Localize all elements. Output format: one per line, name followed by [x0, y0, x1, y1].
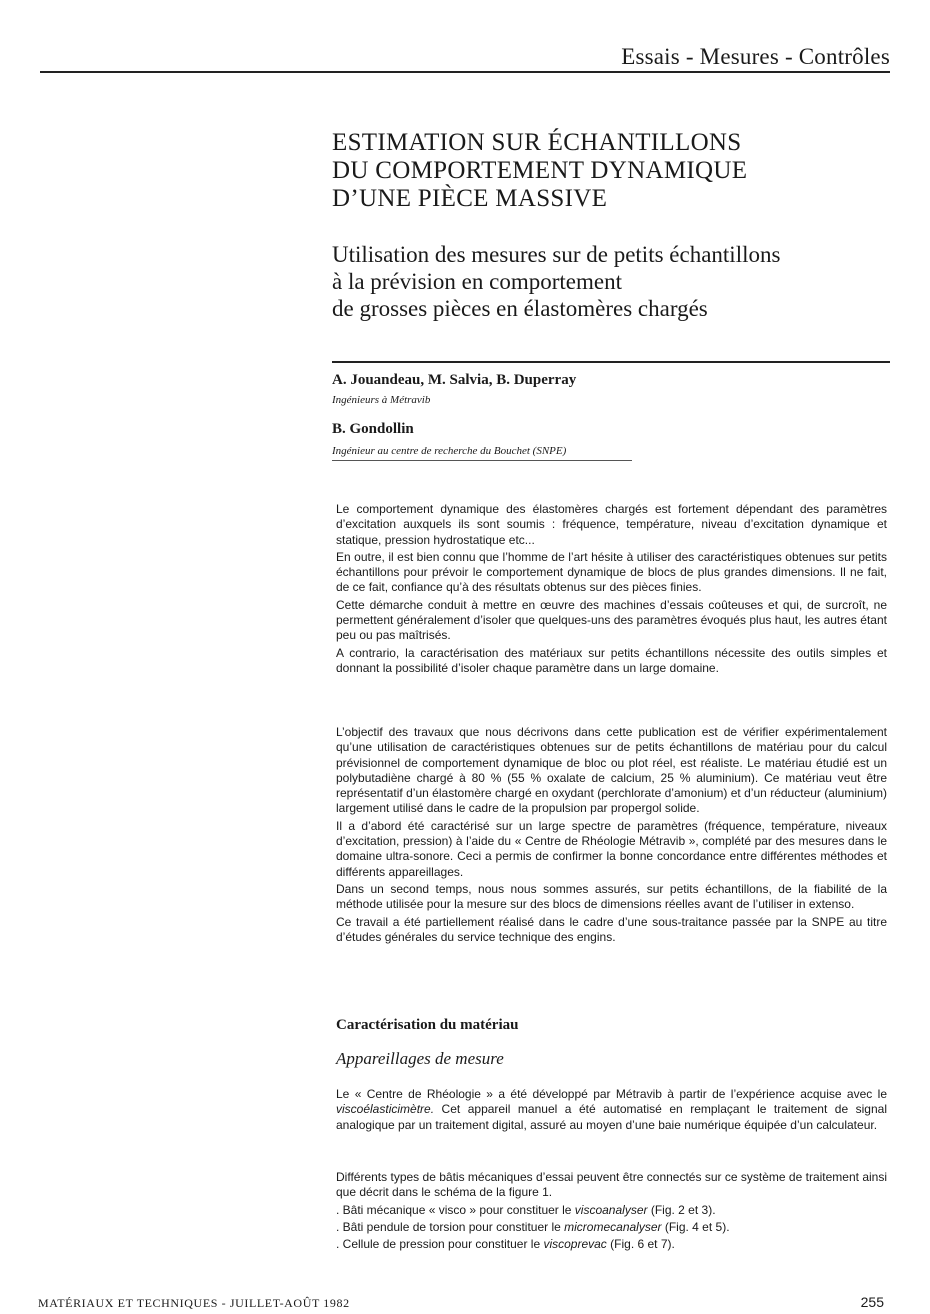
author-affiliation: Ingénieurs à Métravib — [332, 394, 431, 406]
paragraph: Le comportement dynamique des élastomères chargés est fortement dépendant des paramètres d’excitation auxquels ils sont soumis : fréquence, température, niveau d’excitation dynamique et statique, pression hydrostatique etc... — [336, 502, 887, 547]
paragraph — [336, 1087, 887, 1133]
subtitle-line: à la prévision en comportement — [332, 269, 622, 294]
author-names: B. Gondollin — [332, 421, 414, 437]
paragraph: A contrario, la caractérisation des matériaux sur petits échantillons nécessite des outils simples et donnant la possibilité d’isoler chaque paramètre dans un large domaine. — [336, 645, 887, 675]
text-run: . Bâti mécanique « visco » pour constituer le — [336, 1202, 575, 1217]
paragraph: Dans un second temps, nous nous sommes assurés, sur petits échantillons, de la fiabilité de la méthode utilisée pour la mesure sur des blocs de dimensions réelles avant de l’utiliser in extenso. — [336, 881, 887, 912]
list-item — [336, 1203, 887, 1218]
introduction — [336, 725, 887, 947]
text-run: (Fig. 2 et 3). — [647, 1202, 716, 1217]
header-rule — [40, 71, 890, 73]
authors-rule — [332, 361, 890, 363]
text-run: . Cellule de pression pour constituer le — [336, 1237, 544, 1252]
text-run: Cet appareil manuel a été automatisé en remplaçant le traitement de signal analogique par un traitement digital, assuré au moyen d’une baie numérique équipée d’un calculateur. — [336, 1102, 887, 1132]
list-item — [336, 1237, 887, 1252]
article-subtitle — [332, 241, 892, 322]
paragraph-rheologie — [336, 1087, 887, 1135]
subtitle-line: de grosses pièces en élastomères chargés — [332, 296, 708, 321]
paragraph-batis — [336, 1170, 887, 1254]
text-run: . Bâti pendule de torsion pour constituer le — [336, 1219, 565, 1234]
title-line: ESTIMATION SUR ÉCHANTILLONS — [332, 129, 742, 156]
abstract — [336, 502, 887, 678]
emphasis: micromecanalyser — [564, 1219, 662, 1234]
page-number: 255 — [860, 1294, 884, 1310]
emphasis: viscoélasticimètre. — [336, 1102, 435, 1117]
authors-rule-bottom — [332, 460, 632, 461]
paragraph: Différents types de bâtis mécaniques d’essai peuvent être connectés sur ce système de traitement ainsi que décrit dans le schéma de la figure 1. — [336, 1170, 887, 1200]
text-run: Le « Centre de Rhéologie » a été développé par Métravib à partir de l’expérience acquise avec le — [336, 1087, 887, 1101]
emphasis: viscoprevac — [543, 1237, 607, 1252]
title-line: DU COMPORTEMENT DYNAMIQUE — [332, 157, 748, 184]
emphasis: viscoanalyser — [574, 1202, 648, 1217]
paragraph: Cette démarche conduit à mettre en œuvre des machines d’essais coûteuses et qui, de surcroît, ne permettent généralement d’isoler que quelques-uns des paramètres évoqués plus haut, les autres étant peu ou pas maîtrisés. — [336, 597, 887, 643]
paragraph: Il a d’abord été caractérisé sur un large spectre de paramètres (fréquence, température, niveaux d’excitation, pression) à l’aide du « Centre de Rhéologie Métravib », complété par des mesures dans le domaine ultra-sonore. Ceci a permis de confirmer la bonne concordance entre différentes méthodes et différents appareillages. — [336, 818, 887, 879]
paragraph: En outre, il est bien connu que l’homme de l’art hésite à utiliser des caractéristiques obtenues sur petits échantillons pour prévoir le comportement dynamique de blocs de plus grandes dimensions. Il ne fait, de ce fait, confiance qu’à des résultats obtenus sur des pièces finies. — [336, 549, 887, 595]
paragraph: L’objectif des travaux que nous décrivons dans cette publication est de vérifier expérimentalement qu’une utilisation de caractéristiques obtenues sur de petits échantillons de matériau pour du calcul prévisionnel de comportement dynamique de bloc ou plot réel, est réaliste. Le matériau étudié est un polybutadiène chargé à 80 % (55 % oxalate de calcium, 25 % aluminium). Ce matériau veut être représentatif d’un élastomère chargé en oxydant (perchlorate d’amonium) et d’un réducteur (aluminium) largement utilisé dans le cadre de la propulsion par propergol solide. — [336, 725, 887, 816]
running-header: Essais - Mesures - Contrôles — [621, 44, 890, 69]
article-title — [332, 129, 892, 213]
text-run: (Fig. 4 et 5). — [661, 1219, 730, 1234]
section-heading: Caractérisation du matériau — [336, 1017, 519, 1033]
subsection-heading: Appareillages de mesure — [336, 1049, 504, 1068]
subtitle-line: Utilisation des mesures sur de petits échantillons — [332, 242, 781, 267]
list-item — [336, 1220, 887, 1235]
footer-journal: MATÉRIAUX ET TECHNIQUES - JUILLET-AOÛT 1982 — [38, 1296, 350, 1310]
paragraph: Ce travail a été partiellement réalisé dans le cadre d’une sous-traitance passée par la SNPE au titre d’études générales du service technique des engins. — [336, 914, 887, 944]
text-run: (Fig. 6 et 7). — [606, 1237, 675, 1252]
author-affiliation: Ingénieur au centre de recherche du Bouchet (SNPE) — [332, 445, 567, 457]
title-line: D’UNE PIÈCE MASSIVE — [332, 185, 608, 212]
author-names: A. Jouandeau, M. Salvia, B. Duperray — [332, 372, 577, 388]
